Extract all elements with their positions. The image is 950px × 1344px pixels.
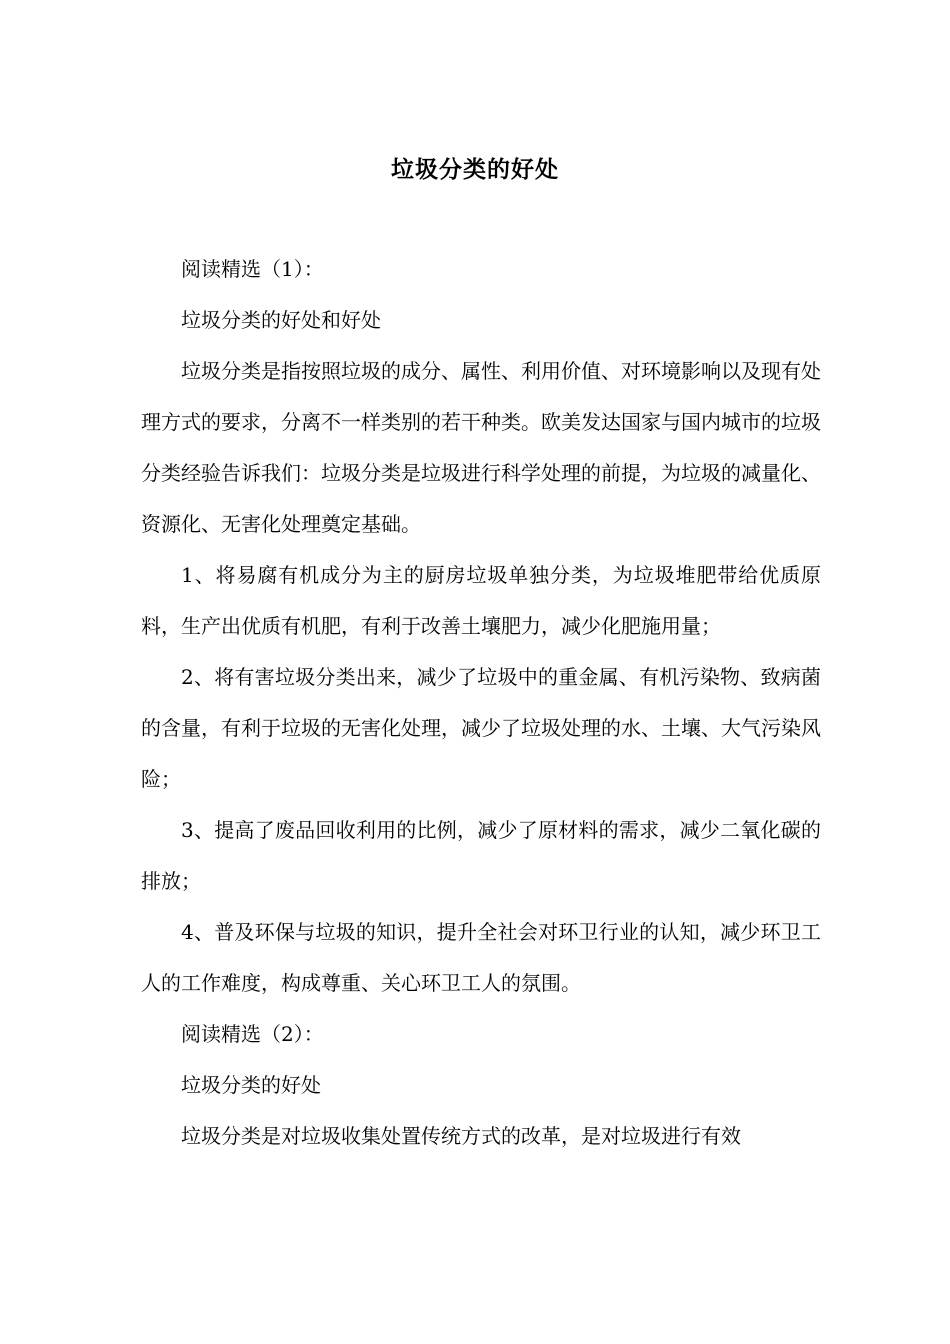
paragraph-point-1: 1、将易腐有机成分为主的厨房垃圾单独分类，为垃圾堆肥带给优质原料，生产出优质有机肥，有利于改善土壤肥力，减少化肥施用量； [141, 563, 821, 638]
paragraph-subtitle-1: 垃圾分类的好处和好处 [181, 308, 381, 332]
paragraph-reading-2-heading: 阅读精选（2）： [181, 1022, 324, 1046]
paragraph-point-3: 3、提高了废品回收利用的比例，减少了原材料的需求，减少二氧化碳的排放； [141, 818, 821, 893]
paragraph-point-4: 4、普及环保与垃圾的知识，提升全社会对环卫行业的认知，减少环卫工人的工作难度，构成尊重、关心环卫工人的氛围。 [141, 920, 821, 995]
paragraph-subtitle-2: 垃圾分类的好处 [181, 1073, 321, 1097]
document-body [141, 244, 821, 1162]
paragraph-definition: 垃圾分类是指按照垃圾的成分、属性、利用价值、对环境影响以及现有处理方式的要求，分离不一样类别的若干种类。欧美发达国家与国内城市的垃圾分类经验告诉我们：垃圾分类是垃圾进行科学处理的前提，为垃圾的减量化、资源化、无害化处理奠定基础。 [141, 359, 821, 536]
document-title: 垃圾分类的好处 [391, 157, 559, 183]
paragraph-reform: 垃圾分类是对垃圾收集处置传统方式的改革，是对垃圾进行有效 [181, 1124, 741, 1148]
paragraph-reading-1-heading: 阅读精选（1）： [181, 257, 324, 281]
paragraph-point-2: 2、将有害垃圾分类出来，减少了垃圾中的重金属、有机污染物、致病菌的含量，有利于垃圾的无害化处理，减少了垃圾处理的水、土壤、大气污染风险； [141, 665, 821, 791]
